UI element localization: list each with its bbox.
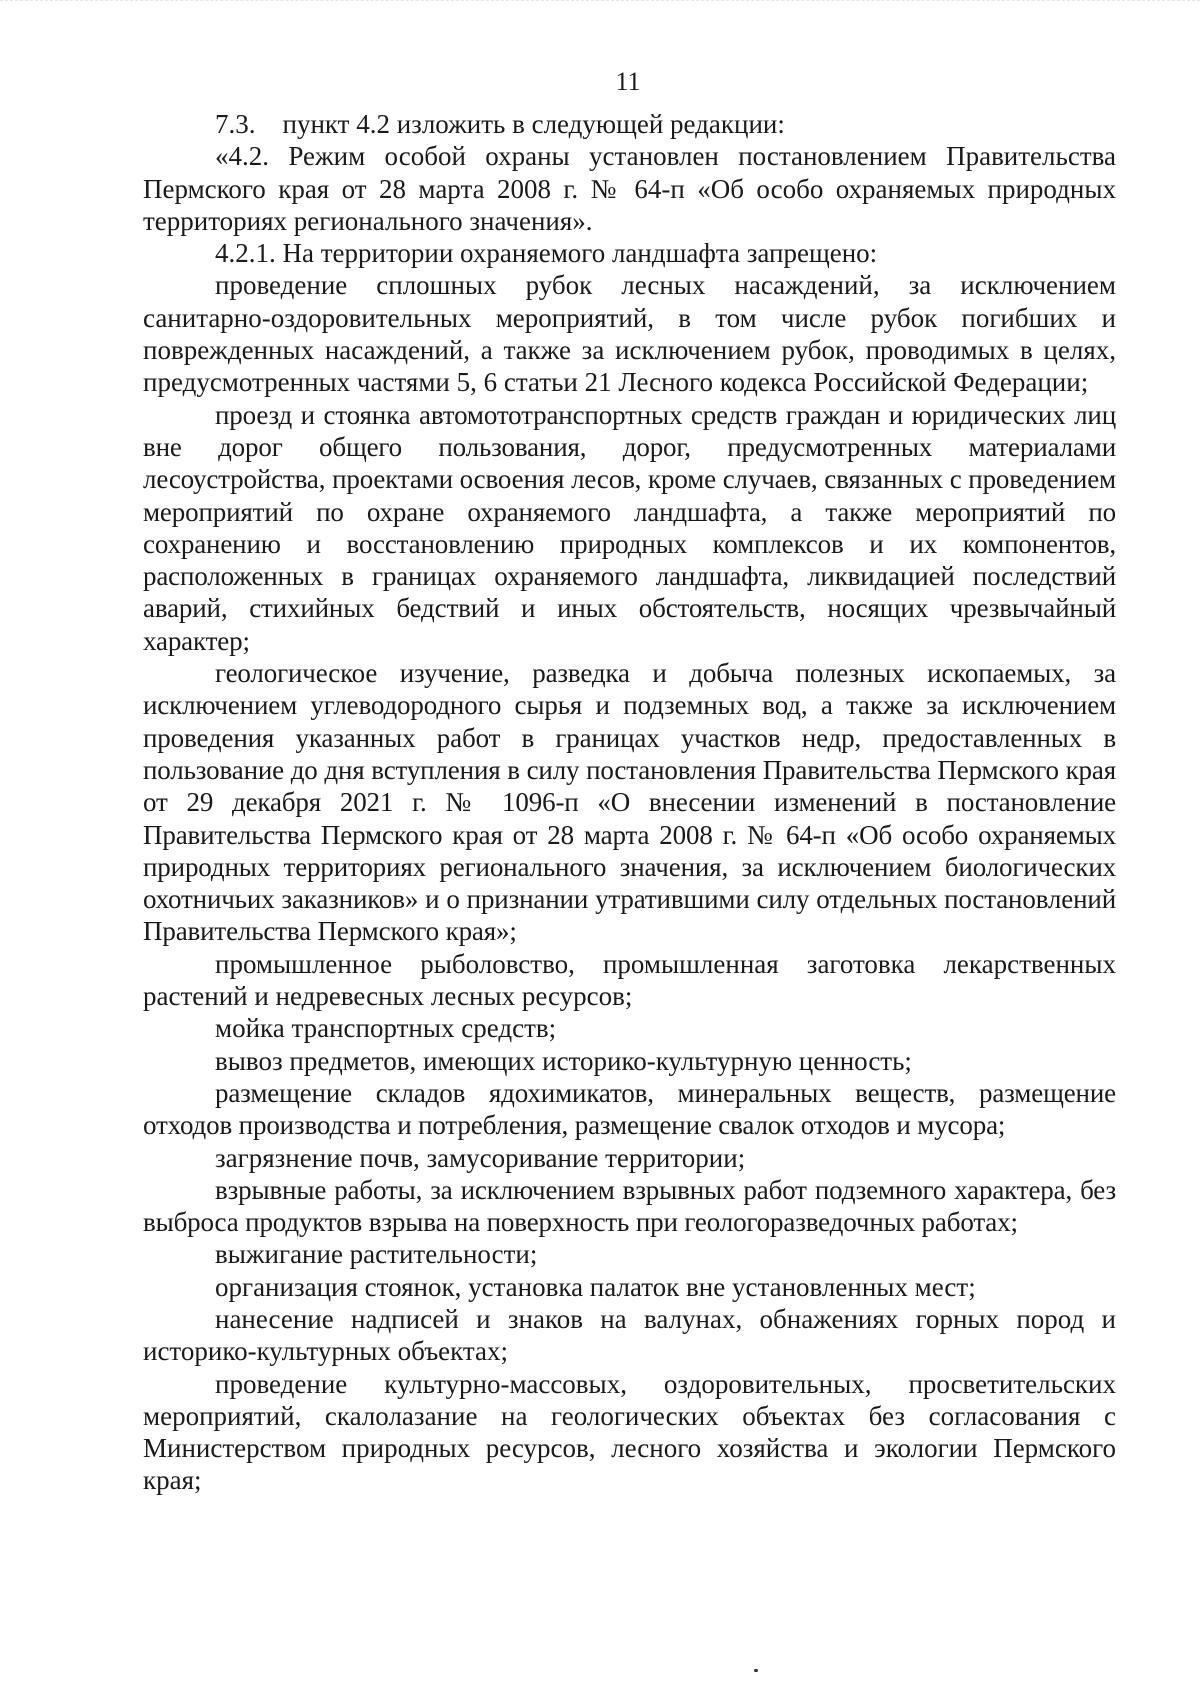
paragraph-industrial-fishing: промышленное рыболовство, промышленная заготовка лекарственных растений и недревесных лесных ресурсов; [143, 948, 1116, 1012]
paragraph-4-2-1: 4.2.1. На территории охраняемого ландшафта запрещено: [215, 238, 878, 269]
paragraph-waste-storage: размещение складов ядохимикатов, минеральных веществ, размещение отходов производства и потребления, размещение свалок отходов и мусора; [143, 1077, 1116, 1141]
paragraph-clear-cutting: проведение сплошных рубок лесных насаждений, за исключением санитарно-оздоровительных мероприятий, в том числе рубок погибших и поврежденных насаждений, а также за исключением рубок, проводимых в целях, предусмотренных частями 5, 6 статьи 21 Лесного кодекса Российской Федерации; [143, 270, 1116, 398]
document-body [143, 108, 1116, 1497]
paragraph-blasting: взрывные работы, за исключением взрывных работ подземного характера, без выброса продуктов взрыва на поверхность при геологоразведочных работах; [143, 1174, 1116, 1238]
paragraph-mass-events: проведение культурно-массовых, оздоровительных, просветительских мероприятий, скалолазание на геологических объектах без согласования с Министерством природных ресурсов, лесного хозяйства и экологии Пермского края; [143, 1368, 1116, 1496]
paragraph-camping: организация стоянок, установка палаток вне установленных мест; [215, 1271, 976, 1302]
scan-speck [754, 1669, 758, 1672]
paragraph-burning: выжигание растительности; [215, 1239, 538, 1270]
paragraph-7-3: 7.3. пункт 4.2 изложить в следующей редакции: [215, 109, 785, 139]
paragraph-graffiti: нанесение надписей и знаков на валунах, обнажениях горных пород и историко-культурных объектах; [143, 1303, 1116, 1367]
paragraph-4-2: «4.2. Режим особой охраны установлен постановлением Правительства Пермского края от 28 марта 2008 г. № 64-п «Об особо охраняемых природных территориях регионального значения». [143, 141, 1116, 236]
paragraph-vehicle-washing: мойка транспортных средств; [215, 1013, 557, 1044]
paragraph-vehicle-traffic: проезд и стоянка автомототранспортных средств граждан и юридических лиц вне дорог общего пользования, дорог, предусмотренных материалами лесоустройства, проектами освоения лесов, кроме случаев, связанных с проведением мероприятий по охране охраняемого ландшафта, а также мероприятий по сохранению и восстановлению природных комплексов и их компонентов, расположенных в границах охраняемого ландшафта, ликвидацией последствий аварий, стихийных бедствий и иных обстоятельств, носящих чрезвычайный характер; [143, 399, 1116, 656]
paragraph-soil-pollution: загрязнение почв, замусоривание территории; [215, 1142, 746, 1173]
page-number: 11 [615, 67, 641, 96]
paragraph-geology: геологическое изучение, разведка и добыча полезных ископаемых, за исключением углеводородного сырья и подземных вод, а также за исключением проведения указанных работ в границах участков недр, предоставленных в пользование до дня вступления в силу постановления Правительства Пермского края от 29 декабря 2021 г. № 1096-п «О внесении изменений в постановление Правительства Пермского края от 28 марта 2008 г. № 64-п «Об особо охраняемых природных территориях регионального значения, за исключением биологических охотничьих заказников» и о признании утратившими силу отдельных постановлений Правительства Пермского края»; [143, 658, 1116, 947]
scan-edge [0, 0, 1200, 9]
paragraph-cultural-export: вывоз предметов, имеющих историко-культурную ценность; [215, 1045, 912, 1076]
